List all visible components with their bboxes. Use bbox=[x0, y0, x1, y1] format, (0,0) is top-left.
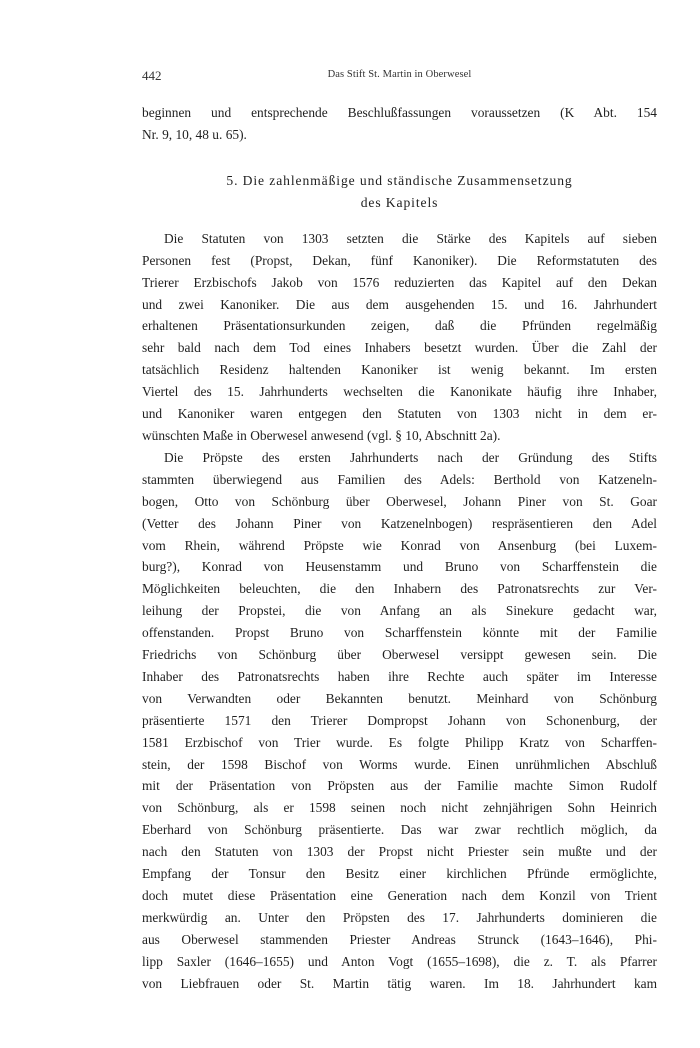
page-number: 442 bbox=[142, 68, 162, 83]
text-line: Viertel des 15. Jahrhunderts wechselten die Kanonikate häufig ihre Inhaber, bbox=[142, 384, 657, 400]
text-line: bogen, Otto von Schönburg über Oberwesel, Johann Piner von St. Goar bbox=[142, 493, 657, 509]
text-line: Nr. 9, 10, 48 u. 65). bbox=[142, 126, 247, 142]
running-title: Das Stift St. Martin in Oberwesel bbox=[327, 69, 472, 80]
text-line: Eberhard von Schönburg präsentierte. Das war zwar rechtlich möglich, da bbox=[142, 822, 657, 838]
text-line: präsentierte 1571 den Trierer Dompropst Johann von Schonenburg, der bbox=[142, 712, 657, 728]
text-line: stein, der 1598 Bischof von Worms wurde. Einen unrühmlichen Abschluß bbox=[142, 756, 657, 772]
text-line: Die Pröpste des ersten Jahrhunderts nach der Gründung des Stifts bbox=[164, 449, 657, 465]
text-line: Trierer Erzbischofs Jakob von 1576 reduzierten das Kapitel auf den Dekan bbox=[142, 274, 657, 290]
paragraph-provosts bbox=[142, 447, 657, 995]
text-line: und Kanoniker waren entgegen den Statuten von 1303 nicht in dem er- bbox=[142, 406, 657, 422]
text-line: wünschten Maße in Oberwesel anwesend (vgl. § 10, Abschnitt 2a). bbox=[142, 427, 501, 443]
text-line: burg?), Konrad von Heusenstamm und Bruno von Scharffenstein die bbox=[142, 559, 657, 575]
section-heading-line: des Kapitels bbox=[360, 194, 439, 210]
text-line: tatsächlich Residenz haltenden Kanoniker ist wenig bekannt. Im ersten bbox=[142, 362, 657, 378]
running-head bbox=[142, 64, 657, 86]
text-line: lipp Saxler (1646–1655) und Anton Vogt (1655–1698), die z. T. als Pfarrer bbox=[142, 953, 657, 969]
paragraph-intro bbox=[142, 102, 657, 146]
text-line: merkwürdig an. Unter den Pröpsten des 17. Jahrhunderts dominieren die bbox=[142, 909, 657, 925]
text-line: Die Statuten von 1303 setzten die Stärke des Kapitels auf sieben bbox=[164, 230, 657, 246]
text-line: mit der Präsentation von Pröpsten aus der Familie machte Simon Rudolf bbox=[142, 778, 657, 794]
text-line: offenstanden. Propst Bruno von Scharffenstein könnte mit der Familie bbox=[142, 625, 657, 641]
paragraph-statutes bbox=[142, 228, 657, 447]
text-line: vom Rhein, während Pröpste wie Konrad von Ansenburg (bei Luxem- bbox=[142, 537, 657, 553]
text-line: nach den Statuten von 1303 der Propst nicht Priester sein mußte und der bbox=[142, 844, 657, 860]
text-line: von Schönburg, als er 1598 seinen noch nicht zehnjährigen Sohn Heinrich bbox=[142, 800, 657, 816]
text-line: von Verwandten oder Bekannten benutzt. Meinhard von Schönburg bbox=[142, 690, 657, 706]
text-line: Personen fest (Propst, Dekan, fünf Kanoniker). Die Reformstatuten des bbox=[142, 252, 657, 268]
text-line: aus Oberwesel stammenden Priester Andreas Strunck (1643–1646), Phi- bbox=[142, 931, 657, 947]
text-line: Friedrichs von Schönburg über Oberwesel versippt gewesen sein. Die bbox=[142, 647, 657, 663]
text-line: erhaltenen Präsentationsurkunden zeigen, daß die Pfründen regelmäßig bbox=[142, 318, 657, 334]
text-line: Inhaber des Patronatsrechts haben ihre Rechte auch später im Interesse bbox=[142, 668, 657, 684]
text-line: Empfang der Tonsur den Besitz einer kirchlichen Pfründe ermöglichte, bbox=[142, 866, 657, 882]
text-line: (Vetter des Johann Piner von Katzenelnbogen) respräsentieren den Adel bbox=[142, 515, 657, 531]
text-line: 1581 Erzbischof von Trier wurde. Es folgte Philipp Kratz von Scharffen- bbox=[142, 734, 657, 750]
section-heading bbox=[142, 170, 657, 214]
text-line: beginnen und entsprechende Beschlußfassungen voraussetzen (K Abt. 154 bbox=[142, 105, 657, 120]
text-line: Möglichkeiten beleuchten, die den Inhabern des Patronatsrechts zur Ver- bbox=[142, 581, 657, 597]
text-line: und zwei Kanoniker. Die aus dem ausgehenden 15. und 16. Jahrhundert bbox=[142, 296, 657, 312]
book-page bbox=[142, 64, 657, 995]
text-line: doch mutet diese Präsentation eine Generation nach dem Konzil von Trient bbox=[142, 888, 657, 903]
text-line: leihung der Propstei, die von Anfang an als Sinekure gedacht war, bbox=[142, 603, 657, 619]
text-line: von Liebfrauen oder St. Martin tätig waren. Im 18. Jahrhundert kam bbox=[142, 975, 657, 991]
text-line: sehr bald nach dem Tod eines Inhabers besetzt wurden. Über die Zahl der bbox=[142, 340, 657, 356]
section-heading-line: 5. Die zahlenmäßige und ständische Zusammensetzung bbox=[226, 172, 573, 188]
text-line: stammten überwiegend aus Familien des Adels: Berthold von Katzeneln- bbox=[142, 471, 657, 487]
